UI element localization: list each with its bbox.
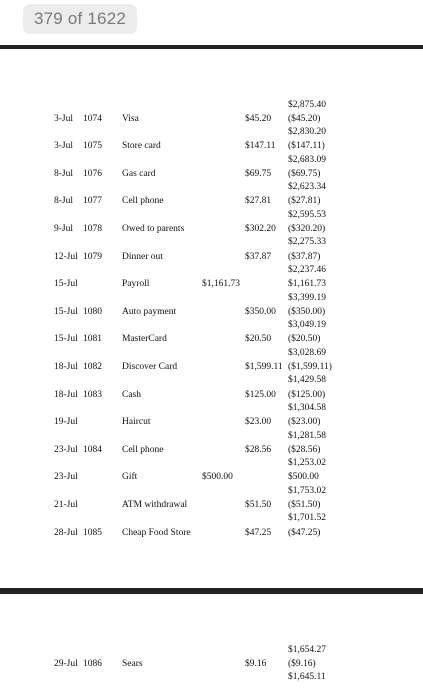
row-description: MasterCard [122,334,167,345]
row-deposit: $500.00 [202,472,233,483]
row-description: Cash [122,389,141,400]
row-amount: ($69.75) [288,168,321,179]
page-indicator: 379 of 1622 [23,4,137,34]
document-page-1 [4,49,419,588]
row-date: 8-Jul [54,168,73,179]
row-description: Gift [122,472,138,483]
row-payment: $350.00 [245,306,276,317]
row-amount: ($28.56) [288,444,321,455]
row-balance: $1,429.58 [288,375,326,386]
row-amount: ($45.20) [288,113,321,124]
row-balance: $3,399.19 [288,292,326,303]
row-description: Store card [122,141,161,152]
row-date: 3-Jul [54,113,73,124]
row-balance: $2,237.46 [288,265,326,275]
row-amount: ($320.20) [288,223,326,234]
row-check-number: 1080 [83,306,102,317]
row-payment: $1,599.11 [245,361,283,372]
row-payment: $37.87 [245,251,272,262]
document-page-2 [4,594,419,700]
row-balance: $2,623.34 [288,182,326,193]
row-payment: $9.16 [245,658,267,669]
ledger-table [4,49,419,588]
row-balance: $2,830.20 [288,127,326,137]
row-date: 15-Jul [54,306,78,317]
row-amount: ($350.00) [288,306,326,317]
row-balance: $3,049.19 [288,320,326,331]
viewer-toolbar [0,0,423,45]
row-description: Cell phone [122,196,164,207]
row-date: 23-Jul [54,444,78,455]
row-description: Owed to parents [122,223,185,234]
row-balance: $1,645.11 [288,672,326,682]
row-description: Sears [122,658,143,669]
row-payment: $28.56 [245,444,272,455]
opening-balance: $1,654.27 [288,645,326,655]
row-check-number: 1075 [83,141,102,152]
row-amount: ($47.25) [288,527,321,538]
row-check-number: 1083 [83,389,102,400]
row-payment: $47.25 [245,527,272,538]
ledger-table [4,594,419,700]
row-check-number: 1082 [83,361,102,372]
row-description: Visa [122,113,139,124]
row-amount: ($9.16) [288,658,316,669]
row-balance: $1,753.02 [288,485,326,496]
row-check-number: 1081 [83,334,102,345]
row-date: 15-Jul [54,279,78,290]
row-check-number: 1086 [83,658,102,669]
row-balance: $2,683.09 [288,154,326,165]
row-date: 29-Jul [54,658,78,669]
row-balance: $2,275.33 [288,237,326,248]
opening-balance: $2,875.40 [288,100,326,110]
row-date: 18-Jul [54,361,78,372]
row-payment: $45.20 [245,113,272,124]
row-date: 19-Jul [54,417,78,428]
row-date: 23-Jul [54,472,78,483]
row-description: Gas card [122,168,156,179]
row-date: 9-Jul [54,223,73,234]
row-amount: ($37.87) [288,251,321,262]
row-balance: $1,701.52 [288,513,326,524]
row-amount: $1,161.73 [288,279,326,290]
row-balance: $2,595.53 [288,209,326,220]
row-amount: ($1,599.11) [288,361,332,372]
row-date: 21-Jul [54,499,78,510]
row-description: Payroll [122,279,150,290]
row-payment: $147.11 [245,141,276,152]
row-balance: $1,304.58 [288,403,326,413]
row-date: 8-Jul [54,196,73,207]
row-description: Auto payment [122,306,177,317]
row-check-number: 1079 [83,251,102,262]
row-deposit: $1,161.73 [202,279,240,290]
row-amount: $500.00 [288,472,319,483]
row-check-number: 1074 [83,113,102,124]
row-amount: ($147.11) [288,141,325,152]
row-amount: ($20.50) [288,334,321,345]
row-check-number: 1077 [83,196,102,207]
row-amount: ($23.00) [288,417,321,428]
row-description: Dinner out [122,251,163,262]
row-check-number: 1076 [83,168,102,179]
row-payment: $302.20 [245,223,276,234]
row-description: Haircut [122,417,151,428]
row-date: 15-Jul [54,334,78,345]
row-amount: ($51.50) [288,499,321,510]
row-check-number: 1078 [83,223,102,234]
row-amount: ($27.81) [288,196,321,207]
row-balance: $1,253.02 [288,458,326,469]
row-date: 3-Jul [54,141,73,152]
row-payment: $27.81 [245,196,272,207]
row-check-number: 1085 [83,527,102,538]
row-payment: $69.75 [245,168,272,179]
row-payment: $51.50 [245,499,272,510]
row-description: Cheap Food Store [122,527,191,538]
row-date: 18-Jul [54,389,78,400]
row-payment: $23.00 [245,417,272,428]
row-description: Discover Card [122,361,178,372]
row-balance: $1,281.58 [288,430,326,441]
row-description: Cell phone [122,444,164,455]
row-check-number: 1084 [83,444,102,455]
row-date: 28-Jul [54,527,78,538]
row-amount: ($125.00) [288,389,326,400]
row-description: ATM withdrawal [122,499,188,510]
row-balance: $3,028.69 [288,347,326,358]
row-payment: $20.50 [245,334,272,345]
row-date: 12-Jul [54,251,78,262]
row-payment: $125.00 [245,389,276,400]
